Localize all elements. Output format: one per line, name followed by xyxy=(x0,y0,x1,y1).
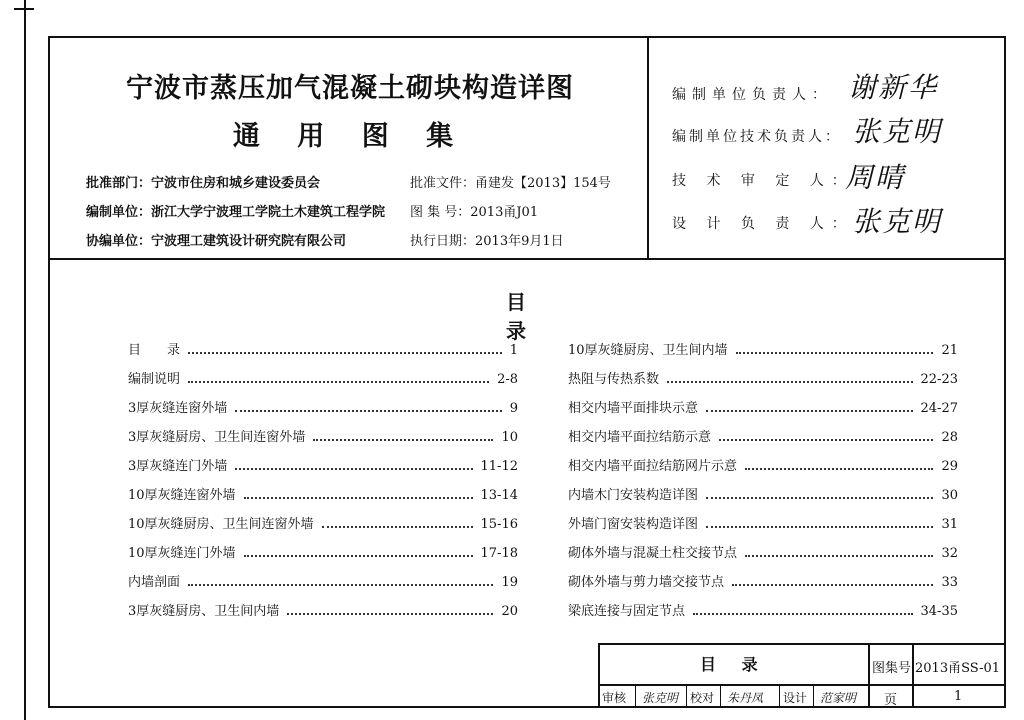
atlas-number xyxy=(410,201,538,220)
toc-leader xyxy=(745,468,933,470)
toc-item[interactable] xyxy=(568,452,958,474)
toc-item-page: 28 xyxy=(941,430,958,445)
effective-date-label: 执行日期： xyxy=(410,234,476,249)
toc-item-page: 30 xyxy=(941,488,958,503)
toc-leader xyxy=(188,381,489,383)
toc-item[interactable] xyxy=(568,597,958,619)
toc-item-page: 31 xyxy=(941,517,958,532)
check-label: 校对 xyxy=(690,691,715,705)
header-bottom-line xyxy=(48,258,1006,260)
toc-item[interactable] xyxy=(128,365,518,387)
toc-item-page: 34-35 xyxy=(920,604,958,619)
sheet-title: 目 录 xyxy=(700,655,768,674)
toc-heading: 目 录 xyxy=(506,290,554,343)
toc-item-label: 相交内墙平面拉结筋示意 xyxy=(568,430,712,445)
atlas-value: 2013甬SS-01 xyxy=(915,661,1001,676)
toc-item-page: 9 xyxy=(509,401,518,416)
toc-item-page: 20 xyxy=(501,604,518,619)
toc-leader xyxy=(693,613,913,615)
toc-item[interactable] xyxy=(568,336,958,358)
toc-item-label: 10厚灰缝厨房、卫生间内墙 xyxy=(568,343,728,358)
header-divider xyxy=(647,36,649,260)
handwritten-signature: 周晴 xyxy=(845,161,906,194)
approval-doc-label: 批准文件： xyxy=(410,176,476,191)
toc-item[interactable] xyxy=(568,510,958,532)
signature-row-tech-review xyxy=(672,170,854,190)
toc-item-page: 13-14 xyxy=(480,488,518,503)
toc-leader xyxy=(706,526,933,528)
signature-label: 编制单位技术负责人： xyxy=(672,129,842,145)
toc-item-page: 33 xyxy=(941,575,958,590)
toc-item[interactable] xyxy=(128,568,518,590)
toc-item-page: 29 xyxy=(941,459,958,474)
toc-item-label: 3厚灰缝连窗外墙 xyxy=(128,401,228,416)
title-block-divider xyxy=(598,684,1006,686)
toc-item-label: 内墙木门安装构造详图 xyxy=(568,488,699,503)
effective-date xyxy=(410,230,564,249)
review-label: 审核 xyxy=(602,691,627,705)
title-block-divider xyxy=(868,643,870,708)
signature-row-unit-head xyxy=(672,84,832,104)
toc-item-label: 砌体外墙与混凝土柱交接节点 xyxy=(568,546,738,561)
toc-leader xyxy=(736,352,934,354)
toc-item[interactable] xyxy=(568,423,958,445)
signature-label: 编制单位负责人： xyxy=(672,87,832,103)
toc-item-label: 相交内墙平面拉结筋网片示意 xyxy=(568,459,738,474)
toc-item[interactable] xyxy=(568,394,958,416)
toc-item-page: 2-8 xyxy=(497,372,518,387)
toc-item-label: 外墙门窗安装构造详图 xyxy=(568,517,699,532)
handwritten-signature: 张克明 xyxy=(852,115,943,148)
cell-divider xyxy=(635,684,636,708)
toc-item[interactable] xyxy=(128,481,518,503)
toc-item-label: 目 录 xyxy=(128,343,181,358)
toc-item[interactable] xyxy=(568,365,958,387)
toc-item[interactable] xyxy=(568,568,958,590)
co-compiler-value: 宁波理工建筑设计研究院有限公司 xyxy=(151,234,347,249)
toc-item-label: 10厚灰缝连门外墙 xyxy=(128,546,236,561)
toc-leader xyxy=(313,439,493,441)
toc-leader xyxy=(235,410,501,412)
toc-item[interactable] xyxy=(128,539,518,561)
atlas-label: 图集号 xyxy=(872,661,912,676)
cell-divider xyxy=(686,684,687,708)
toc-leader xyxy=(322,526,473,528)
handwritten-signature: 谢新华 xyxy=(848,71,939,104)
toc-item-label: 3厚灰缝厨房、卫生间连窗外墙 xyxy=(128,430,306,445)
approval-doc-value: 甬建发【2013】154号 xyxy=(475,176,611,191)
toc-leader xyxy=(188,584,493,586)
page-label: 页 xyxy=(884,693,898,708)
effective-date-value: 2013年9月1日 xyxy=(475,234,564,249)
co-compiler xyxy=(86,230,346,249)
cell-divider xyxy=(813,684,814,708)
toc-leader xyxy=(706,497,933,499)
signature-label: 设 计 负 责 人： xyxy=(672,216,854,232)
approval-dept-value: 宁波市住房和城乡建设委员会 xyxy=(151,176,321,191)
toc-leader xyxy=(188,352,502,354)
check-name: 朱丹凤 xyxy=(727,691,764,705)
toc-item-page: 10 xyxy=(501,430,518,445)
toc-leader xyxy=(244,497,473,499)
approval-dept xyxy=(86,172,320,191)
toc-item[interactable] xyxy=(128,336,518,358)
page-value: 1 xyxy=(954,689,963,704)
toc-item-label: 内墙剖面 xyxy=(128,575,181,590)
toc-leader xyxy=(719,439,933,441)
toc-item[interactable] xyxy=(128,597,518,619)
toc-item[interactable] xyxy=(128,452,518,474)
toc-item-label: 相交内墙平面排块示意 xyxy=(568,401,699,416)
cell-divider xyxy=(779,684,780,708)
toc-leader xyxy=(287,613,493,615)
toc-item-label: 3厚灰缝厨房、卫生间内墙 xyxy=(128,604,280,619)
toc-item-page: 24-27 xyxy=(920,401,958,416)
toc-item-label: 编制说明 xyxy=(128,372,181,387)
compiler-label: 编制单位： xyxy=(86,205,152,220)
signature-row-tech-head xyxy=(672,126,842,146)
toc-item-page: 32 xyxy=(941,546,958,561)
atlas-number-label: 图 集 号： xyxy=(410,205,471,220)
toc-item[interactable] xyxy=(568,481,958,503)
toc-item-page: 22-23 xyxy=(920,372,958,387)
compiler-value: 浙江大学宁波理工学院土木建筑工程学院 xyxy=(151,205,386,220)
toc-item-label: 10厚灰缝连窗外墙 xyxy=(128,488,236,503)
review-name: 张克明 xyxy=(642,691,679,705)
toc-item-page: 11-12 xyxy=(480,459,518,474)
toc-item-page: 17-18 xyxy=(480,546,518,561)
toc-leader xyxy=(667,381,913,383)
title-block-divider xyxy=(912,643,914,708)
signature-row-design-head xyxy=(672,213,854,233)
toc-item[interactable] xyxy=(568,539,958,561)
toc-leader xyxy=(244,555,473,557)
toc-item[interactable] xyxy=(128,510,518,532)
toc-item-label: 砌体外墙与剪力墙交接节点 xyxy=(568,575,725,590)
toc-leader xyxy=(745,555,933,557)
handwritten-signature: 张克明 xyxy=(852,205,943,238)
toc-leader xyxy=(235,468,472,470)
design-name: 范家明 xyxy=(820,691,857,705)
cell-divider xyxy=(720,684,721,708)
toc-item-label: 3厚灰缝连门外墙 xyxy=(128,459,228,474)
approval-dept-label: 批准部门： xyxy=(86,176,152,191)
toc-item-page: 21 xyxy=(941,343,958,358)
toc-leader xyxy=(706,410,913,412)
signature-label: 技 术 审 定 人： xyxy=(672,173,854,189)
toc-item[interactable] xyxy=(128,423,518,445)
co-compiler-label: 协编单位： xyxy=(86,234,152,249)
toc-item-page: 19 xyxy=(501,575,518,590)
toc-item-label: 10厚灰缝厨房、卫生间连窗外墙 xyxy=(128,517,314,532)
toc-leader xyxy=(732,584,933,586)
toc-item-label: 梁底连接与固定节点 xyxy=(568,604,686,619)
toc-item-label: 热阻与传热系数 xyxy=(568,372,660,387)
binding-margin-line xyxy=(24,0,26,720)
atlas-number-value: 2013甬J01 xyxy=(470,205,539,220)
approval-doc xyxy=(410,172,611,191)
compiler xyxy=(86,201,385,220)
design-label: 设计 xyxy=(783,691,808,705)
atlas-subtitle: 通 用 图 集 xyxy=(232,121,468,152)
atlas-title: 宁波市蒸压加气混凝土砌块构造详图 xyxy=(126,73,574,104)
toc-item-page: 15-16 xyxy=(480,517,518,532)
toc-item-page: 1 xyxy=(509,343,518,358)
toc-item[interactable] xyxy=(128,394,518,416)
